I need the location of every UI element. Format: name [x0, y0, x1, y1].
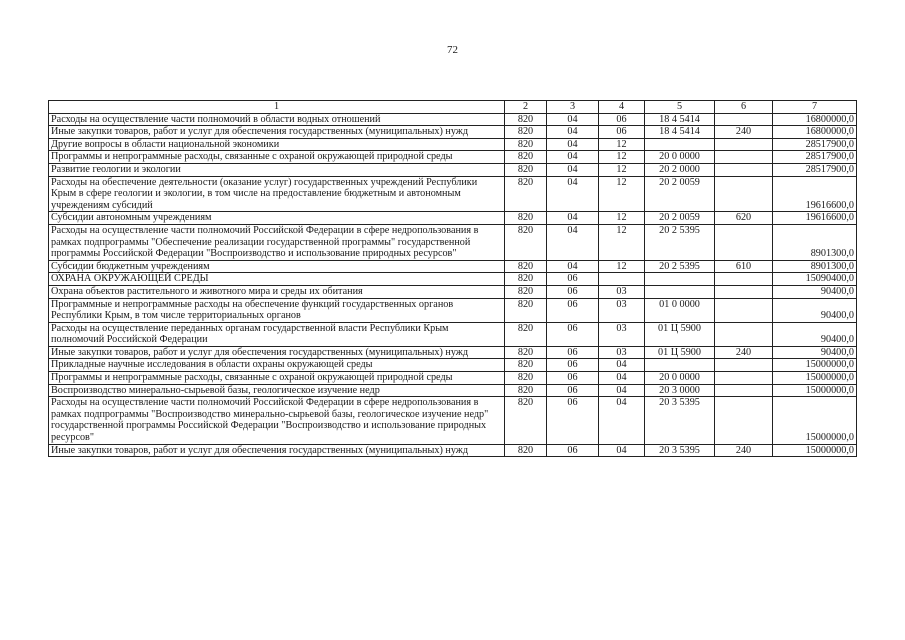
row-name-cell: Прикладные научные исследования в области охраны окружающей среды [49, 359, 505, 372]
expense-type-cell: 240 [715, 346, 773, 359]
ministry-code-cell: 820 [505, 285, 547, 298]
target-article-cell: 01 Ц 5900 [645, 322, 715, 346]
row-name-cell: Иные закупки товаров, работ и услуг для обеспечения государственных (муниципальных) нужд [49, 444, 505, 457]
target-article-cell: 20 0 0000 [645, 151, 715, 164]
section-cell: 06 [547, 285, 599, 298]
section-cell: 06 [547, 384, 599, 397]
target-article-cell: 18 4 5414 [645, 113, 715, 126]
subsection-cell: 12 [599, 212, 645, 225]
section-cell: 04 [547, 126, 599, 139]
table-row [49, 224, 857, 260]
amount-cell: 8901300,0 [773, 260, 857, 273]
expense-type-cell [715, 163, 773, 176]
section-cell: 06 [547, 322, 599, 346]
expense-type-cell [715, 397, 773, 444]
subsection-cell: 03 [599, 346, 645, 359]
section-cell: 06 [547, 346, 599, 359]
row-name-cell: Иные закупки товаров, работ и услуг для обеспечения государственных (муниципальных) нужд [49, 126, 505, 139]
target-article-cell: 20 2 0059 [645, 176, 715, 212]
expense-type-cell [715, 138, 773, 151]
ministry-code-cell: 820 [505, 126, 547, 139]
section-cell: 04 [547, 224, 599, 260]
expense-type-cell [715, 273, 773, 286]
table-row [49, 163, 857, 176]
amount-cell: 90400,0 [773, 298, 857, 322]
row-name-cell: Другие вопросы в области национальной экономики [49, 138, 505, 151]
ministry-code-cell: 820 [505, 138, 547, 151]
expense-type-cell [715, 285, 773, 298]
subsection-cell: 04 [599, 384, 645, 397]
amount-cell: 19616600,0 [773, 176, 857, 212]
ministry-code-cell: 820 [505, 212, 547, 225]
table-row [49, 126, 857, 139]
row-name-cell: ОХРАНА ОКРУЖАЮЩЕЙ СРЕДЫ [49, 273, 505, 286]
section-cell: 04 [547, 113, 599, 126]
ministry-code-cell: 820 [505, 397, 547, 444]
section-cell: 06 [547, 359, 599, 372]
expense-type-cell [715, 322, 773, 346]
row-name-cell: Расходы на осуществление переданных органам государственной власти Республики Крым полномочий Российской Федерации [49, 322, 505, 346]
row-name-cell: Расходы на обеспечение деятельности (оказание услуг) государственных учреждений Республики Крым в сфере геологии и экологии, в том числе на предоставление бюджетным и автономным учреждениям субсидий [49, 176, 505, 212]
row-name-cell: Развитие геологии и экологии [49, 163, 505, 176]
expense-type-cell: 620 [715, 212, 773, 225]
table-row [49, 138, 857, 151]
row-name-cell: Расходы на осуществление части полномочий Российской Федерации в сфере недропользования в рамках подпрограммы "Обеспечение реализации государственной программы" государственной программы Российской Федерации "Воспроизводство и использование природных ресурсов" [49, 224, 505, 260]
ministry-code-cell: 820 [505, 224, 547, 260]
subsection-cell: 03 [599, 322, 645, 346]
expense-type-cell [715, 224, 773, 260]
row-name-cell: Субсидии автономным учреждениям [49, 212, 505, 225]
table-row [49, 176, 857, 212]
target-article-cell: 20 2 5395 [645, 260, 715, 273]
section-cell: 06 [547, 397, 599, 444]
ministry-code-cell: 820 [505, 384, 547, 397]
amount-cell: 15090400,0 [773, 273, 857, 286]
subsection-cell: 04 [599, 397, 645, 444]
ministry-code-cell: 820 [505, 372, 547, 385]
target-article-cell: 20 3 5395 [645, 397, 715, 444]
subsection-cell: 12 [599, 176, 645, 212]
row-name-cell: Воспроизводство минерально-сырьевой базы, геологическое изучение недр [49, 384, 505, 397]
table-row [49, 151, 857, 164]
subsection-cell: 03 [599, 298, 645, 322]
amount-cell: 15000000,0 [773, 397, 857, 444]
expense-type-cell [715, 372, 773, 385]
amount-cell: 15000000,0 [773, 444, 857, 457]
column-header: 5 [645, 101, 715, 114]
table-row [49, 298, 857, 322]
ministry-code-cell: 820 [505, 322, 547, 346]
table-row [49, 273, 857, 286]
expense-type-cell: 610 [715, 260, 773, 273]
ministry-code-cell: 820 [505, 273, 547, 286]
table-row [49, 372, 857, 385]
target-article-cell: 20 3 5395 [645, 444, 715, 457]
table-row [49, 384, 857, 397]
row-name-cell: Программы и непрограммные расходы, связанные с охраной окружающей природной среды [49, 151, 505, 164]
expense-type-cell [715, 359, 773, 372]
row-name-cell: Расходы на осуществление части полномочий в области водных отношений [49, 113, 505, 126]
section-cell: 06 [547, 298, 599, 322]
column-header: 4 [599, 101, 645, 114]
amount-cell: 28517900,0 [773, 163, 857, 176]
amount-cell: 90400,0 [773, 346, 857, 359]
row-name-cell: Программные и непрограммные расходы на обеспечение функций государственных органов Республики Крым, в том числе территориальных органов [49, 298, 505, 322]
ministry-code-cell: 820 [505, 113, 547, 126]
row-name-cell: Субсидии бюджетным учреждениям [49, 260, 505, 273]
subsection-cell: 04 [599, 444, 645, 457]
column-header: 1 [49, 101, 505, 114]
target-article-cell: 20 2 0000 [645, 163, 715, 176]
amount-cell: 19616600,0 [773, 212, 857, 225]
column-header: 3 [547, 101, 599, 114]
column-header: 2 [505, 101, 547, 114]
section-cell: 04 [547, 260, 599, 273]
expense-type-cell: 240 [715, 126, 773, 139]
target-article-cell [645, 285, 715, 298]
table-row [49, 113, 857, 126]
section-cell: 04 [547, 176, 599, 212]
table-row [49, 285, 857, 298]
target-article-cell: 20 2 5395 [645, 224, 715, 260]
amount-cell: 90400,0 [773, 285, 857, 298]
section-cell: 04 [547, 163, 599, 176]
ministry-code-cell: 820 [505, 444, 547, 457]
expense-type-cell [715, 151, 773, 164]
table-row [49, 444, 857, 457]
section-cell: 06 [547, 273, 599, 286]
expense-type-cell [715, 298, 773, 322]
target-article-cell: 20 3 0000 [645, 384, 715, 397]
section-cell: 04 [547, 151, 599, 164]
table-row [49, 322, 857, 346]
target-article-cell [645, 359, 715, 372]
target-article-cell: 20 2 0059 [645, 212, 715, 225]
target-article-cell: 01 0 0000 [645, 298, 715, 322]
budget-table [48, 100, 857, 457]
column-header: 6 [715, 101, 773, 114]
row-name-cell: Иные закупки товаров, работ и услуг для обеспечения государственных (муниципальных) нужд [49, 346, 505, 359]
expense-type-cell [715, 113, 773, 126]
table-row [49, 260, 857, 273]
subsection-cell: 12 [599, 163, 645, 176]
target-article-cell [645, 273, 715, 286]
row-name-cell: Программы и непрограммные расходы, связанные с охраной окружающей природной среды [49, 372, 505, 385]
ministry-code-cell: 820 [505, 260, 547, 273]
amount-cell: 28517900,0 [773, 138, 857, 151]
section-cell: 04 [547, 138, 599, 151]
amount-cell: 16800000,0 [773, 126, 857, 139]
row-name-cell: Расходы на осуществление части полномочий Российской Федерации в сфере недропользования в рамках подпрограммы "Воспроизводство минерально-сырьевой базы, геологическое изучение недр" государственной программы Российской Федерации "Воспроизводство и использование природных ресурсов" [49, 397, 505, 444]
subsection-cell: 12 [599, 260, 645, 273]
subsection-cell: 06 [599, 126, 645, 139]
subsection-cell: 06 [599, 113, 645, 126]
table-row [49, 346, 857, 359]
table-row [49, 212, 857, 225]
amount-cell: 16800000,0 [773, 113, 857, 126]
target-article-cell: 18 4 5414 [645, 126, 715, 139]
amount-cell: 90400,0 [773, 322, 857, 346]
target-article-cell: 01 Ц 5900 [645, 346, 715, 359]
amount-cell: 8901300,0 [773, 224, 857, 260]
table-row [49, 359, 857, 372]
table-header-row [49, 101, 857, 114]
amount-cell: 15000000,0 [773, 372, 857, 385]
expense-type-cell [715, 176, 773, 212]
amount-cell: 15000000,0 [773, 359, 857, 372]
section-cell: 06 [547, 372, 599, 385]
row-name-cell: Охрана объектов растительного и животного мира и среды их обитания [49, 285, 505, 298]
section-cell: 06 [547, 444, 599, 457]
subsection-cell: 12 [599, 138, 645, 151]
amount-cell: 15000000,0 [773, 384, 857, 397]
section-cell: 04 [547, 212, 599, 225]
target-article-cell: 20 0 0000 [645, 372, 715, 385]
ministry-code-cell: 820 [505, 298, 547, 322]
subsection-cell: 03 [599, 285, 645, 298]
ministry-code-cell: 820 [505, 359, 547, 372]
subsection-cell: 04 [599, 372, 645, 385]
column-header: 7 [773, 101, 857, 114]
ministry-code-cell: 820 [505, 346, 547, 359]
subsection-cell: 12 [599, 224, 645, 260]
target-article-cell [645, 138, 715, 151]
subsection-cell [599, 273, 645, 286]
expense-type-cell: 240 [715, 444, 773, 457]
ministry-code-cell: 820 [505, 163, 547, 176]
expense-type-cell [715, 384, 773, 397]
table-row [49, 397, 857, 444]
amount-cell: 28517900,0 [773, 151, 857, 164]
subsection-cell: 04 [599, 359, 645, 372]
subsection-cell: 12 [599, 151, 645, 164]
page-number: 72 [447, 44, 458, 56]
ministry-code-cell: 820 [505, 176, 547, 212]
ministry-code-cell: 820 [505, 151, 547, 164]
